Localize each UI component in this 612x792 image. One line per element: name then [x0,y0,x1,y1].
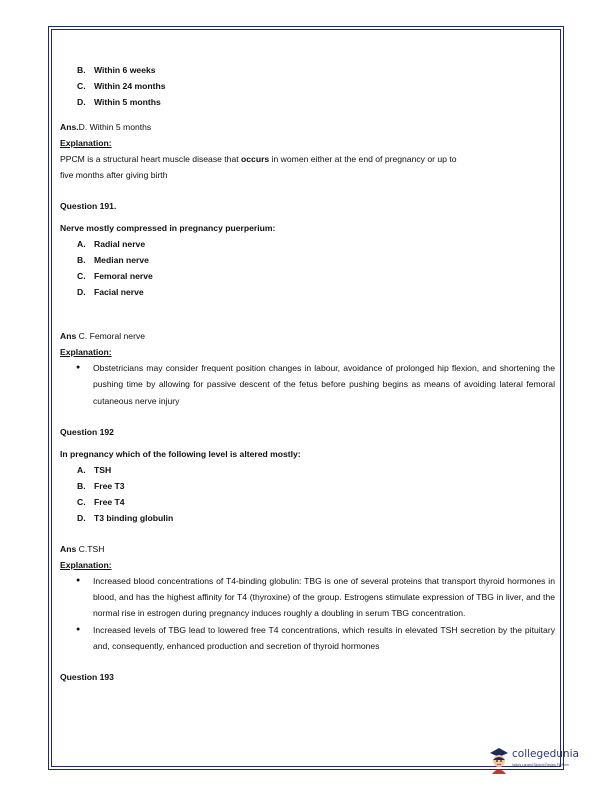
option-d: D. Within 5 months [77,97,161,107]
q190-answer: Ans.D. Within 5 months [60,122,152,132]
q190-explanation: PPCM is a structural heart muscle disease that occurs in women either at the end of pregnancy or up to five months after giving birth [60,154,457,180]
option-d: D. Facial nerve [77,287,144,297]
q191-title: Question 191. [60,201,117,211]
q191-answer: Ans C. Femoral nerve [60,331,146,341]
q192-title: Question 192 [60,426,114,437]
q191-explanation-list [60,360,555,409]
list-item: ● Obstetricians may consider frequent position changes in labour, avoidance of prolonged hip flexion, and shortening the pushing time by allowing for passive descent of the fetus before pushing begins as means of avoiding lateral femoral cutaneous nerve injury [93,360,555,409]
option-c: C. Within 24 months [77,81,166,91]
list-item: ● Increased blood concentrations of T4-binding globulin: TBG is one of several proteins that transport thyroid hormones in blood, and has the highest affinity for T4 (thyroxine) of the group. Estrogens stimulate expression of TBG in liver, and the normal rise in estrogen during pregnancy induces roughly a doubling in serum TBG concentration. [93,573,555,622]
option-a: A. Radial nerve [77,239,146,249]
q190-explanation-label: Explanation: [60,138,112,148]
list-item: ● Increased levels of TBG lead to lowered free T4 concentrations, which results in elevated TSH secretion by the pituitary and, consequently, enhanced production and secretion of thyroid hormones [93,622,555,655]
option-a: A. TSH [77,464,112,475]
option-c: C. Femoral nerve [77,271,153,281]
q190-options [60,62,555,110]
graduate-mascot-icon [488,746,510,774]
collegedunia-logo [488,746,582,776]
q192-options [60,462,555,526]
option-b: B. Within 6 weeks [77,65,156,75]
page-content [60,62,555,685]
q191-explanation-label: Explanation: [60,347,112,357]
q192-explanation-label: Explanation: [60,559,112,570]
logo-wordmark: collegedunia [512,748,579,760]
option-c: C. Free T4 [77,496,125,507]
option-d: D. T3 binding globulin [77,512,174,523]
q191-options [60,236,555,300]
q193-title: Question 193 [60,672,114,683]
q191-question: Nerve mostly compressed in pregnancy puerperium: [60,223,276,233]
option-b: B. Median nerve [77,255,149,265]
q192-answer: Ans C.TSH [60,543,105,554]
option-b: B. Free T3 [77,480,125,491]
q192-explanation-list [60,573,555,654]
q192-question: In pregnancy which of the following level is altered mostly: [60,448,301,459]
logo-tagline: India's Largest Student Review Platform [512,763,569,767]
